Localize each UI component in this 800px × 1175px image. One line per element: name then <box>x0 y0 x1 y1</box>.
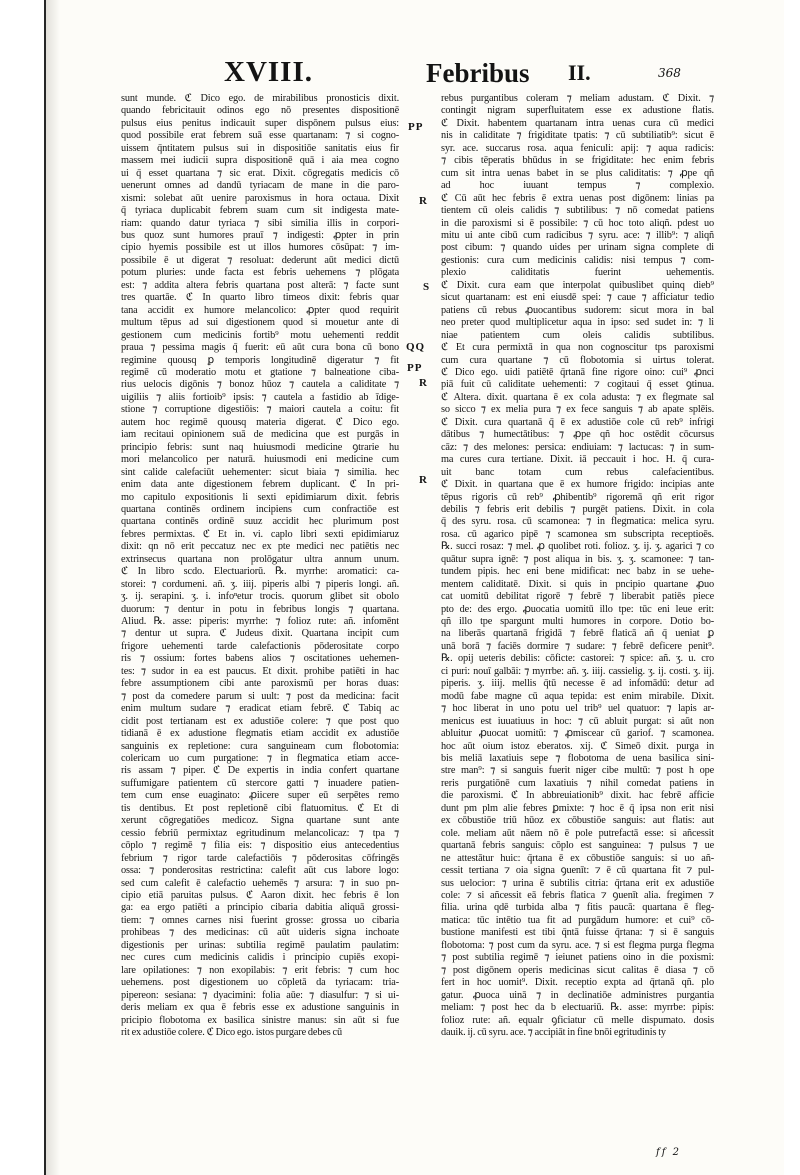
text-line: multum tēpus ad sui digestionem quod si mouetur ante di <box>121 317 399 329</box>
text-line: ⁊ hoc liberat in uno potu uel trib⁹ uel quatuor: ⁊ lapis ar- <box>441 703 714 715</box>
text-line: febres permixtas. ℭ Et in. vi. caplo libri sexti epidimiaruz <box>121 528 399 540</box>
text-line: qñ illo tpe spargunt multi humores in corpore. Dotio bo- <box>441 616 714 628</box>
text-line: colericam uo cum purgatione: ⁊ in flegmatica etiam acce- <box>121 753 399 765</box>
text-line: dixit: qn nō erit peccatuz nec ex pte medici nec patiētis nec <box>121 541 399 553</box>
margin-note: PP <box>407 362 423 374</box>
text-line: praua ⁊ pessima magis q̄ fuerit: eū aūt cura bona cū bono <box>121 342 399 354</box>
text-line: enim data ante digestionem febrem duplicant. ℭ In pri- <box>121 479 399 491</box>
text-line: enim multum sudare ⁊ eradicat etiam febrē. ℭ Tabiq ac <box>121 703 399 715</box>
text-line: piperis. ʒ. iiij. mellis q̄tū necesse ē ad infomādū: detur ad <box>441 678 714 690</box>
text-line: rit ex adustiōe colere. ℭ Dico ego. istos purgare debes cū <box>121 1026 342 1038</box>
text-line: sanguinis ex repletione: cura sanguineam cum flobotomia: <box>121 740 399 752</box>
text-line: est: ⁊ addita altera febris quartana post alterā: ⁊ facte sunt <box>121 279 399 291</box>
text-line: digestionis per urinas: subtilia regimē paulatim paulatim: <box>121 939 399 951</box>
text-line: lare opilationes: ⁊ non exopilabis: ⁊ erit febris: ⁊ cum hoc <box>121 964 399 976</box>
text-line: ℞. succi rosaz: ⁊ mel. ꝓ quolibet roti. folioz. ʒ. ij. ʒ. agarici ⁊ co <box>441 541 714 553</box>
text-line: febre assumptionem cibi ante paroxismū per horas duas: <box>121 678 399 690</box>
text-line: in die paroxismi si ē possibile: ⁊ cū hoc toto aliqñ. pdest uo <box>441 217 714 229</box>
text-line: regimē cū moderatio motu et gtatione ⁊ balneatione ciba- <box>121 366 399 378</box>
text-line: meliam: ⁊ post hec da b electuariū. ℞. asse: myrrbe: pipis: <box>441 1002 714 1014</box>
text-line: rius uelocis digōnis ⁊ bonoz hūoz ⁊ cautela a caliditate ⁊ <box>121 379 399 391</box>
text-line: principio febris: sunt naq huiusmodi medicine ꝯtrarie hu <box>121 441 399 453</box>
text-line: piā fuit cū caliditate uehementi: ⁊ cogitaui q̄ esset ꝯtinua. <box>441 379 714 391</box>
text-line: riam: quando datur tyriaca ⁊ sibi similia illis in corpori- <box>121 217 399 229</box>
text-line: bus quoz sunt humores prauī ⁊ indigesti: ꝓpter in prin <box>121 229 399 241</box>
text-line: ⁊ cibis tēperatis bhūdus in se frigiditate: hec enim febris <box>441 155 714 167</box>
text-line: duorum: ⁊ dentur in potu in febribus longis ⁊ quartana. <box>121 603 399 615</box>
text-line: post cibum: ⁊ quando uides per urinam signa complete di <box>441 242 714 254</box>
text-line: ga: ea ergo patiēti a principio cibaria dabitia aliquā grossi- <box>121 902 399 914</box>
text-line: sint calide calefaciūt uehementer: sicut biaia ⁊ similia. hec <box>121 466 399 478</box>
text-line: ris assam ⁊ piper. ℭ De expertis in india confert quartane <box>121 765 399 777</box>
text-line: patiens cū rebus ꝓuocantibus sudorem: sicut mora in bal <box>441 304 714 316</box>
text-line: pulsus eius penitus indicauit super dispōnem pulsus eius: <box>121 117 399 129</box>
folio-number: 368 <box>658 66 681 80</box>
text-line: ℭ Dixit. cura eam que interpolat quibuslibet quinq dieb⁹ <box>441 279 714 291</box>
text-line: ℭ Dixit. habentem quartanam intra uenas cura cū medici <box>441 117 714 129</box>
text-line: uehemens. post digestionem uo cōpletā da tyriacam: tria- <box>121 977 399 989</box>
text-line: sunt munde. ℭ Dico ego. de mirabilibus pronosticis dixit. <box>121 93 399 104</box>
text-line: frigore uehementi tarde calefactionis pōderositate corpo <box>121 640 399 652</box>
text-line: ⁊ post subtilia regimē ⁊ ieiunet patiens oino in die poxismi: <box>441 952 714 964</box>
text-line: cole: ⁊ si añcessit eā febris flatica ⁊ ꝯuenīt alia. fregimen ⁊ <box>441 890 714 901</box>
text-line: ℭ Dixit. in quartana que ē ex humore frigido: incipias ante <box>441 479 714 491</box>
text-line: hoc aūt oium istoz eberatos. xij. ℭ Simeō dixit. purga in <box>441 740 714 752</box>
text-line: ℭ Dixit. cura quartanā q̄ ē ex adustiōe cole cū reb⁹ infrigi <box>441 416 714 428</box>
text-line: mitu ui ante cibū cum radicibus ⁊ syru. ace: ⁊ illib⁹: ⁊ aliqñ <box>441 229 714 241</box>
text-line: massem mei iudicii supra dispositionē quā i aia mea cogno <box>121 155 399 167</box>
text-line: nis in caliditate ⁊ frigiditate tpatis: ⁊ cū subtiliatib⁹: sicut ē <box>441 130 714 142</box>
text-line: Aliud. ℞. asse: piperis: myrrhe: ⁊ folioz rute: añ. infomēnt <box>121 616 399 628</box>
text-line: storei: ⁊ cordumeni. añ. ʒ. iiij. piperis albi ⁊ piperis longi. añ. <box>121 578 399 590</box>
text-line: cipio hyemis possibile est ut illos humores cōsūpat: ⁊ im- <box>121 242 399 254</box>
text-line: mentem caliditatē. Dixit. si quis in pncipio quartane ꝓuo <box>441 578 714 590</box>
text-line: ui q̄ esset quartana ⁊ sic erat. Dixit. cōgregatis medicis cō <box>121 167 399 179</box>
text-line: ossa: ⁊ ponderositas restrictina: calefit aūt cus labore logo: <box>121 865 399 877</box>
text-line: quod possibile erat febrem suā esse quartanam: ⁊ si cogno- <box>121 130 399 142</box>
text-line: stre man⁹: ⁊ si sanguis fuerit niger cibe multū: ⁊ post h ope <box>441 765 714 777</box>
text-line: dunt pm plm alie febres ꝑmixte: ⁊ hoc ē q̄ ipsa non erit nisi <box>441 802 714 814</box>
text-line: dauik. ij. cū syru. ace. ⁊ accipiāt in fine bnōi egritudinis ty <box>441 1026 666 1038</box>
margin-note: S <box>423 281 431 293</box>
text-line: cessio febriū permixtaz egritudinum melancolicaz: ⁊ tpa ⁊ <box>121 827 399 839</box>
text-line: tiem: ⁊ omnes carnes nisi fuerint grosse: grossa uo cibaria <box>121 914 399 926</box>
margin-note: QQ <box>406 341 426 353</box>
text-line: sicut quartanam: est eni eiusdē spei: ⁊ caue ⁊ afficiatur tedio <box>441 292 714 304</box>
text-line: ⁊ dentur ut supra. ℭ Judeus dixit. Quartana incipit cum <box>121 628 399 640</box>
text-line: uenerunt omnes ad dandū tyriacam de mane in die paro- <box>121 180 399 192</box>
running-head-roman: II. <box>568 60 591 85</box>
text-line: syr. ace. succarus rosa. aqua feniculi: apij: ⁊ aqua radicis: <box>441 142 714 154</box>
signature-mark: ff 2 <box>656 1147 681 1158</box>
text-line: cum cura quartane ⁊ cū flobotomia si uirtus tolerat. <box>441 354 714 366</box>
text-line: ℭ Cū aūt hec febris ē extra uenas post digōnem: linias pa <box>441 192 714 204</box>
text-line: ℭ Altera. dixit. quartana ē ex cola adusta: ⁊ ex flegmate sal <box>441 391 714 403</box>
text-line: tidianā ē ex adustione flegmatis etiam accidit ex adustiōe <box>121 728 399 740</box>
text-line: ⁊ post digōnem operis medicinas sicut calitas ē diasa ⁊ cō <box>441 964 714 976</box>
text-line: suffumigare patientem cū stercore gatti ⁊ inuadere patien- <box>121 777 399 789</box>
text-line: sus uelocior: ⁊ urina ē subtilis citria: q̄rtana erit ex adustiōe <box>441 877 714 889</box>
text-line: dātibus ⁊ humectātibus: ⁊ ꝓpe qñ hoc ostēdit cōcursus <box>441 429 714 441</box>
text-line: tientem cū oleis calidis ⁊ subtilibus: ⁊ nō comedat patiens <box>441 205 714 217</box>
text-line: tēpus rigoris cū reb⁹ ꝓhibentib⁹ rigoremā qñ erit rigor <box>441 491 714 503</box>
text-line: ℭ Dico ego. uidi patiētē q̄rtanā fine rigore oino: cui⁹ ꝓnci <box>441 366 714 378</box>
text-line: cāz: ⁊ des melones: persica: endiuiam: ⁊ lactucas: ⁊ in sum- <box>441 441 714 453</box>
text-line: ℭ Et cura permixtā in qua non cognoscitur tps paroxismi <box>441 342 714 354</box>
text-line: bis meliā laxatiuis sepe ⁊ flobotoma de uena basilica sini- <box>441 753 714 765</box>
text-line: uigiliis ⁊ aliis fortioib⁹ ipsis: ⁊ cautela a fastidio ab īdige- <box>121 391 399 403</box>
margin-note: R <box>419 195 428 207</box>
text-line: febrium ⁊ rigor tarde calefactiōis ⁊ pōderositas cōfringēs <box>121 852 399 864</box>
text-line: sed cum calefit ē calefactio uehemēs ⁊ arsura: ⁊ in suo pn- <box>121 877 399 889</box>
text-line: gestionis: cura cum medicinis calidis: nisi tempus ⁊ com- <box>441 254 714 266</box>
text-line: xismi: solebat aūt uenire paroxismus in hora octaua. Dixit <box>121 192 399 204</box>
text-line: extrinsecus quartana non prolōgatur ultra annum unum. <box>121 553 399 565</box>
text-line: autem hoc regimē quousq materia digerat. ℭ Dico ego. <box>121 416 399 428</box>
text-line: rosa. cū agarico pipē ⁊ scamonea sm subscripta receptioēs. <box>441 528 714 540</box>
text-line: deris meliam ex qua ē febris esse ex adustione sanguinis in <box>121 1002 399 1014</box>
text-line: cessit tertiana ⁊ oia signa ꝯuenīt: ⁊ ē cū quartana fit ⁊ pul- <box>441 865 714 877</box>
text-line: potum pluries: unde facta est febris uehemens ⁊ plōgata <box>121 267 399 279</box>
text-line: gatur. ꝓuoca uinā ⁊ in declinatiōe administres purgantia <box>441 989 714 1001</box>
text-line: contingit nigram superfluitatem esse ex adustione flatis. <box>441 105 714 117</box>
right-text-column <box>441 93 714 1039</box>
text-line: ⁊ post da comedere parum si uult: ⁊ post da medicina: facit <box>121 690 399 702</box>
text-line: matica: tūc intētio tua fit ad purgādum humore: et cui⁹ cō- <box>441 914 714 926</box>
text-line: pto de: des ergo. ꝓuocatia uomitū illo tpe: tūc eni leue erit: <box>441 603 714 615</box>
text-line: debilis ⁊ febris erit debilis ⁊ purgēt patiens. Dixit. in cola <box>441 503 714 515</box>
text-line: mori melancolico per naturā. huiusmodi eni medicine cum <box>121 454 399 466</box>
text-line: fert in hoc uomit⁹. Dixit. receptio expta ad q̄rtanā qñ. plo <box>441 977 714 989</box>
text-line: cōplo ⁊ regimē ⁊ filia eis: ⁊ dispositio eius antecedentius <box>121 840 399 852</box>
text-line: filia. urina qdē turbida alba ⁊ fitis paucā: quartana ē fleg- <box>441 902 714 914</box>
text-line: pricipio flobotoma ex basilica sinistre manus: sin aūt si fue <box>121 1014 399 1026</box>
text-line: mo capitulo expositionis li sexti epidimiarum dixit. febris <box>121 491 399 503</box>
text-line: quando febricitauit odinos ego nō presentes dispositionē <box>121 105 399 117</box>
text-line: pipereon: sesiana: ⁊ dyacimini: folia aūe: ⁊ diasulfur: ⁊ si ui- <box>121 989 399 1001</box>
text-line: niae patientem cum oleis calidis subtilibus. <box>441 329 714 341</box>
text-line: possibile ē ut digerat ⁊ resoluat: dederunt aūt medici dictū <box>121 254 399 266</box>
text-line: regimine quousq ꝑ temporis longitudinē digeratur ⁊ fit <box>121 354 399 366</box>
text-line: die paroxismi. ℭ In abbreuiationib⁹ dixit. hac febrē afficie <box>441 790 714 802</box>
text-line: reris purgatiōnē cum laxatiuis ⁊ nihil comedat patiens in <box>441 777 714 789</box>
text-line: tem cum ense euaginato: ꝓiicere super eū serpētes remo <box>121 790 399 802</box>
text-line: gestionem cum medicinis fortib⁹ motu uehementi reddit <box>121 329 399 341</box>
text-line: ℞. opij ueteris debilis: cōficte: castorei: ⁊ spice: añ. ʒ. u. cro <box>441 653 714 665</box>
text-line: cipio etiā paruitas pulsus. ℭ Aaron dixit. hec febris ē lon <box>121 890 399 901</box>
text-line: ℭ In libro scdo. Electuariorū. ℞. myrrhe: aromatici: ca- <box>121 566 399 578</box>
margin-note: R <box>419 377 428 389</box>
text-line: stione ⁊ corruptione digestiōis: ⁊ maiori cautela a coitu: fit <box>121 404 399 416</box>
text-line: ma cures cura tertiane. Dixit. iā peccauit i hoc. H. q̄ cura- <box>441 454 714 466</box>
text-line: ex cōbustiōe triū hūoz ex cōbustiōe sanguis: aut flatis: aut <box>441 815 714 827</box>
text-line: cidit post tertianam est ex adustiōe colere: ⁊ que post quo <box>121 715 399 727</box>
text-line: q̄ tyriaca duplicabit febrem suam cum sit indigesta mate- <box>121 205 399 217</box>
text-line: ad hoc iuuant tempus ⁊ complexio. <box>441 180 714 192</box>
text-line: cat uomitū debilitat rigorē ⁊ febrē ⁊ liberabit patiēs piece <box>441 591 714 603</box>
text-line: tundem pipis. hec eni bene midificat: nec babz in se uehe- <box>441 566 714 578</box>
margin-note: PP <box>408 121 424 133</box>
binding-shadow <box>46 0 60 1175</box>
text-line: flobotoma: ⁊ post cum da syru. ace. ⁊ si est flegma purga flegma <box>441 939 714 951</box>
text-line: na liberās quartanā frigidā ⁊ febrē flaticā añ q̄ ueniat ꝑ <box>441 628 714 640</box>
text-line: ʒ. ij. serapini. ʒ. i. infoⁿetur trocis. quorum glibet sit obolo <box>121 591 399 603</box>
text-line: plexio caliditatis fuerint uehementis. <box>441 267 714 279</box>
text-line: tres quartāe. ℭ In quarto libro timeos dixit: febris quar <box>121 292 399 304</box>
running-head-left: XVIII. <box>224 56 313 88</box>
text-line: xerunt cōgregatiōes medicoz. Signa quartane sunt ante <box>121 815 399 827</box>
text-line: cole. meliam aūt nāem nō ē pole putrefactā esse: si añcessit <box>441 827 714 839</box>
text-line: tana accidit ex humore melancolico: ꝓpter quod requirit <box>121 304 399 316</box>
text-line: tis dentibus. Et post repletionē cibi flatuomitus. ℭ Et di <box>121 802 399 814</box>
text-line: menicus est iuuatiuus in hoc: ⁊ cū abluit purgat: si aūt non <box>441 715 714 727</box>
text-line: uissem q̄ntitatem pulsus sui in dispositiōe sanitatis eius fir <box>121 142 399 154</box>
text-line: ne attestātur huic: q̄rtana ē ex cōbustiōe sanguis: si uo añ- <box>441 852 714 864</box>
text-line: q̄ des syru. rosa. cū scamonea: ⁊ in flegmatica: melica syru. <box>441 516 714 528</box>
text-line: uit banc totam cum rebus calefacientibus. <box>441 466 714 478</box>
text-line: unā borā ⁊ faciēs dormire ⁊ sudare: ⁊ febrē deficere penit⁹. <box>441 640 714 652</box>
text-line: quātur supra ignē: ⁊ post aliqua in bis. ʒ. ʒ. scamonee: ⁊ tan- <box>441 553 714 565</box>
text-line: iam recitaui opinionem suā de medicina que est purgās in <box>121 429 399 441</box>
text-line: cum sit intra uenas babet in se plus caliditatis: ⁊ ꝓpe qñ <box>441 167 714 179</box>
margin-note: R <box>419 474 428 486</box>
text-line: tes: ⁊ sudor in ea est paucus. Et dixit. prohibe patiēti in hac <box>121 665 399 677</box>
text-line: quartana continēs ordinem incipiens cum confractiōe est <box>121 503 399 515</box>
left-text-column <box>121 93 399 1039</box>
text-line: ci puri: nouī galbāi: ⁊ myrrbe: añ. ʒ. iiij. cassielig. ʒ. ij. costi. ʒ. iij. <box>441 665 714 677</box>
text-line: abluitur ꝓuocat uomitū: ⁊ ꝓmiscear cū gariof. ⁊ scamonea. <box>441 728 714 740</box>
running-head-right: Febribus <box>426 58 530 88</box>
text-line: rebus purgantibus coleram ⁊ meliam adustam. ℭ Dixit. ⁊ <box>441 93 714 104</box>
text-line: quartanā febris sanguis: cōplo est sanguinea: ⁊ pulsus ⁊ ue <box>441 840 714 852</box>
text-line: nec cures cum medicinis calidis i principio cupiēs exopi- <box>121 952 399 964</box>
text-line: quartana continēs ordinē suuz accidit hec plurimum post <box>121 516 399 528</box>
text-line: prohibeas ⁊ des medicinas: cū aūt uideris signa inchoate <box>121 927 399 939</box>
text-line: neo preter quod multiplicetur aqua in ipso: sed sudet in: ⁊ li <box>441 317 714 329</box>
text-line: so sicco ⁊ ex melia pura ⁊ ex fece sanguis ⁊ ab apate splēis. <box>441 404 714 416</box>
text-line: bustione manifesti est tibi q̄ntā fuisse q̄rtana: ⁊ si ē sanguis <box>441 927 714 939</box>
text-line: folioz rute: añ. equalr ꝯficiatur cū melle dispumato. dosis <box>441 1014 714 1026</box>
text-line: modū fabe magne cū aqua tepida: est enim mirabile. Dixit. <box>441 690 714 702</box>
text-line: ris ⁊ ossium: fortes babens alios ⁊ oscitationes uehemen- <box>121 653 399 665</box>
